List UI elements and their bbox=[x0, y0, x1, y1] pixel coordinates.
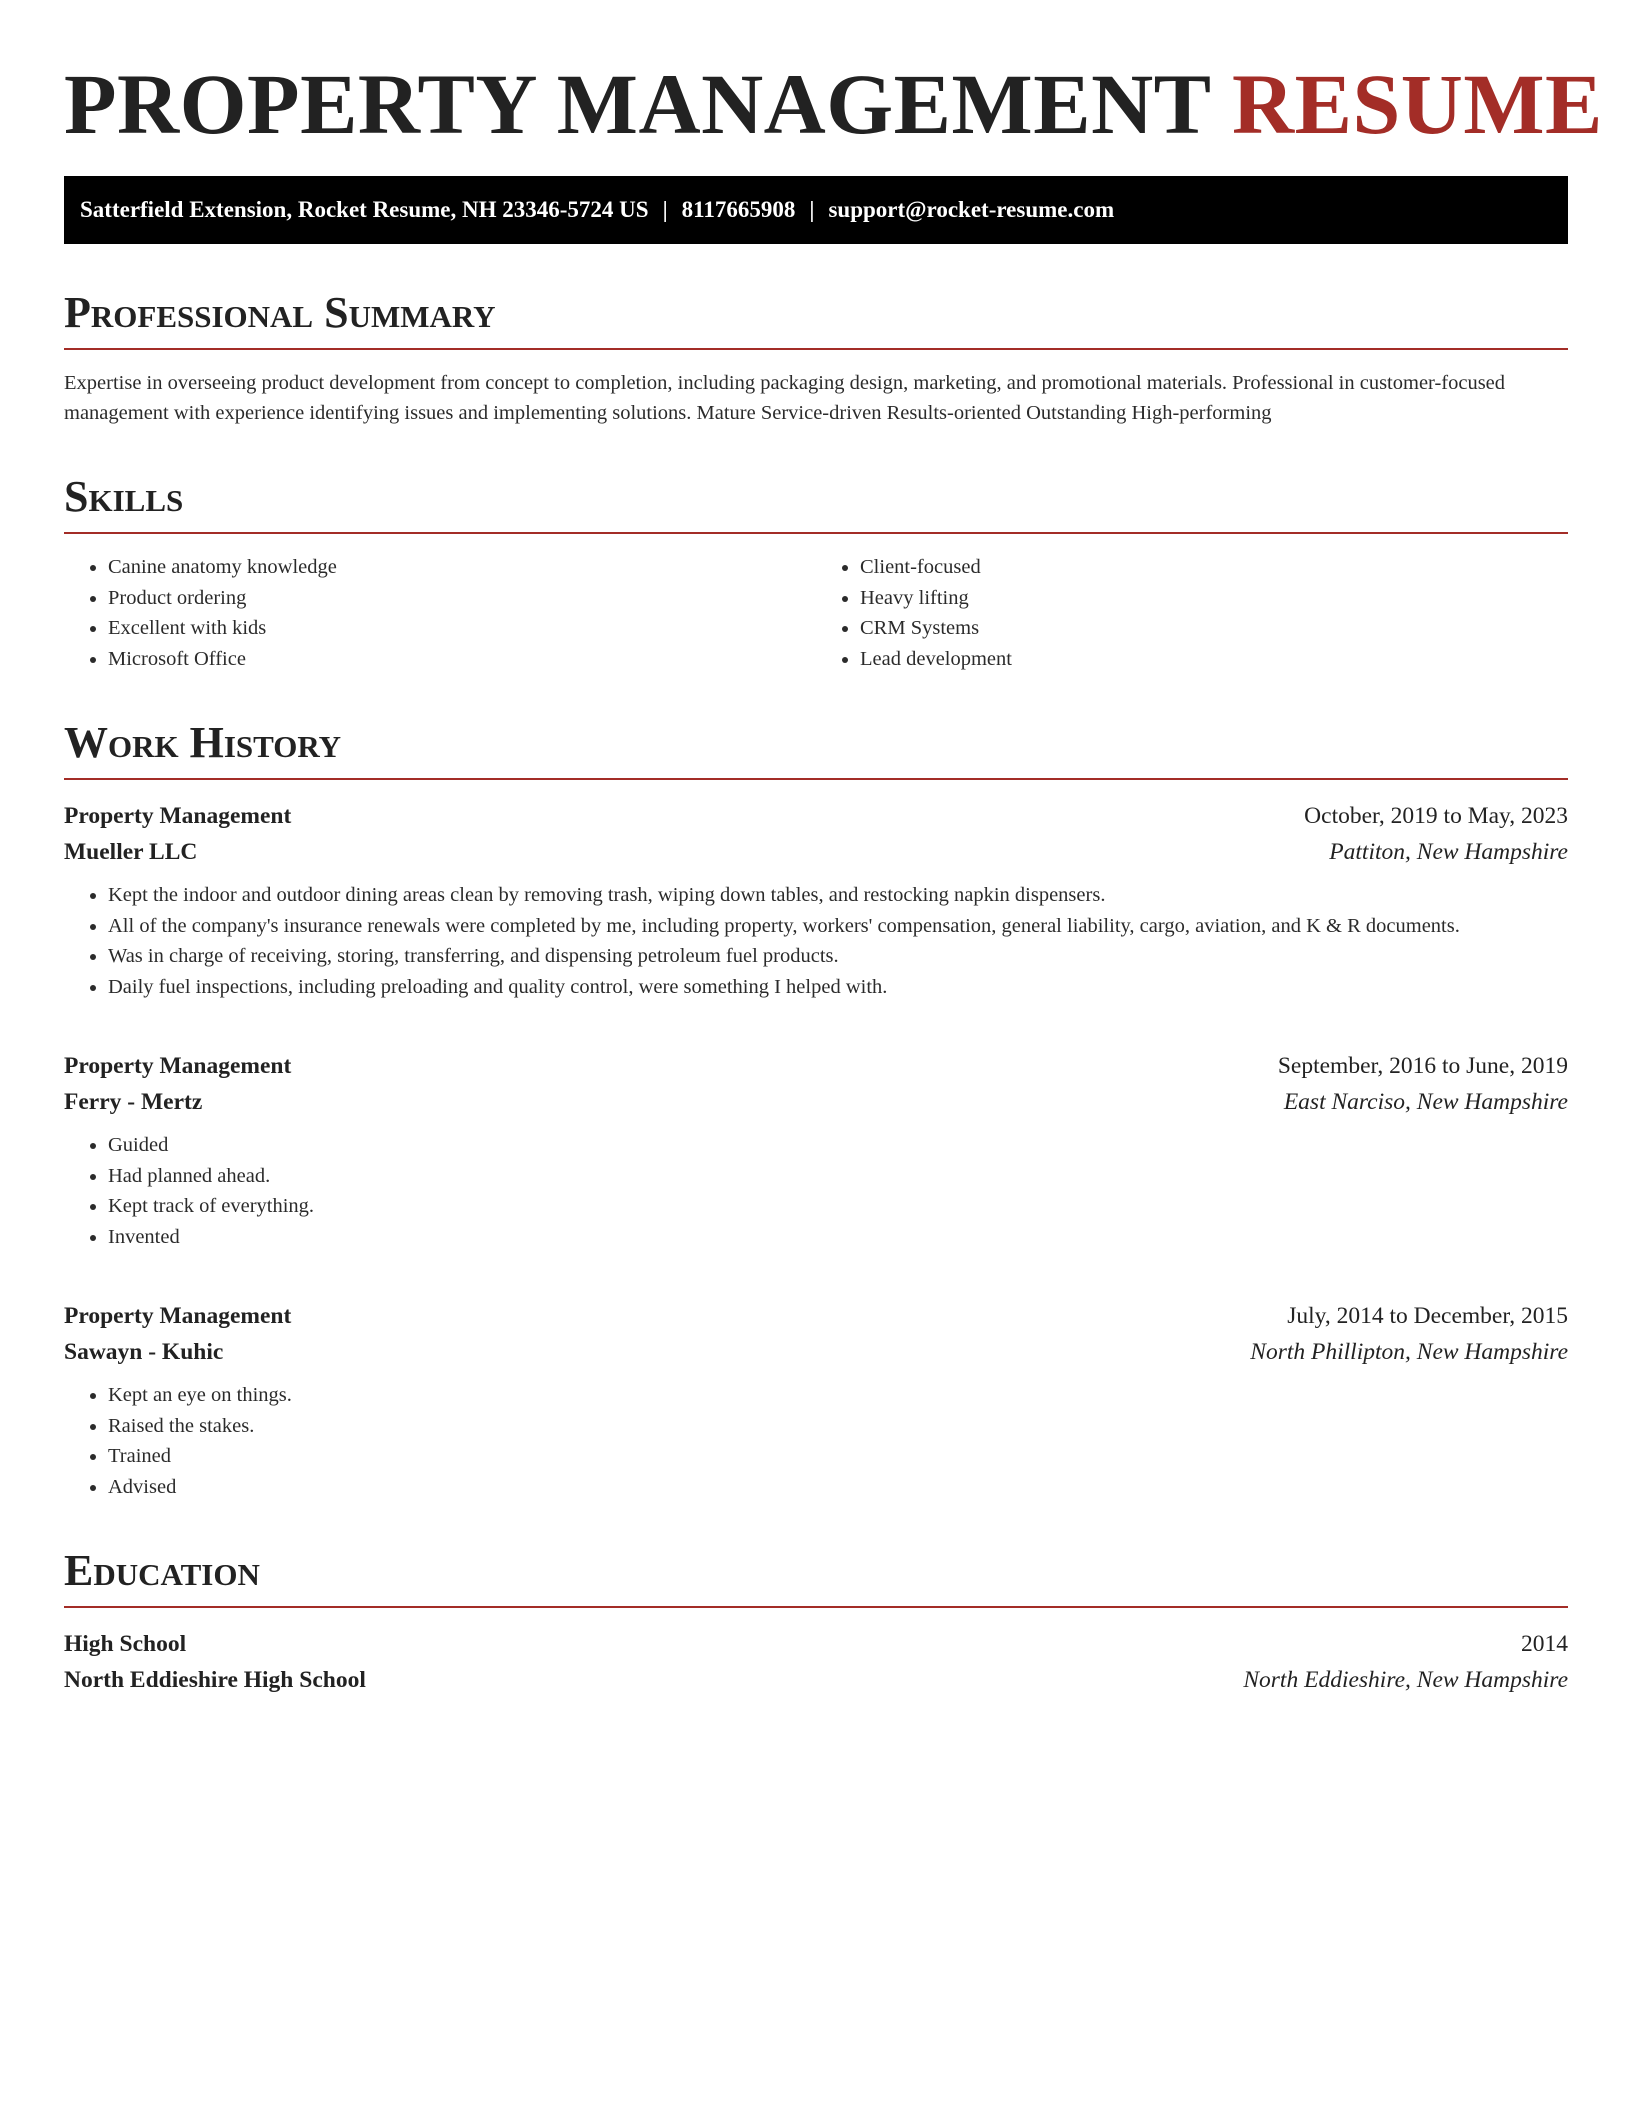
contact-email: support@rocket-resume.com bbox=[828, 197, 1115, 222]
skills-section bbox=[64, 472, 1568, 674]
contact-phone: 8117665908 bbox=[681, 197, 796, 222]
job-company-row bbox=[64, 1334, 1568, 1370]
job-location: East Narciso, New Hampshire bbox=[1283, 1089, 1568, 1115]
skill-item: • Canine anatomy knowledge bbox=[108, 552, 816, 583]
job-bullet: • Invented bbox=[108, 1222, 1568, 1253]
job-header-row bbox=[64, 1048, 1568, 1084]
job-bullet: • Kept an eye on things. bbox=[108, 1380, 1568, 1411]
skill-item: • Microsoft Office bbox=[108, 644, 816, 675]
job-location: Pattiton, New Hampshire bbox=[1329, 839, 1568, 865]
job-dates: July, 2014 to December, 2015 bbox=[1287, 1303, 1568, 1329]
job-dates: October, 2019 to May, 2023 bbox=[1304, 803, 1568, 829]
contact-separator: | bbox=[662, 197, 668, 222]
job-bullet: • Daily fuel inspections, including preloading and quality control, were something I helped with. bbox=[108, 972, 1568, 1003]
job-company-row bbox=[64, 1084, 1568, 1120]
skill-item: • Client-focused bbox=[860, 552, 1568, 583]
skills-heading: Skills bbox=[64, 472, 1568, 534]
job-bullet: • Raised the stakes. bbox=[108, 1411, 1568, 1442]
education-header-row bbox=[64, 1626, 1568, 1662]
education-year: 2014 bbox=[1521, 1631, 1568, 1657]
title-accent: RESUME bbox=[1231, 56, 1603, 152]
job-title: Property Management bbox=[64, 803, 292, 829]
skills-column-right bbox=[816, 552, 1568, 674]
page-title bbox=[64, 56, 1603, 152]
education-school-row bbox=[64, 1662, 1568, 1698]
skill-item: • Product ordering bbox=[108, 583, 816, 614]
skill-item: • Lead development bbox=[860, 644, 1568, 675]
job-header-row bbox=[64, 798, 1568, 834]
education-section bbox=[64, 1546, 1568, 1698]
job-bullets bbox=[64, 1380, 1568, 1502]
job-dates: September, 2016 to June, 2019 bbox=[1277, 1053, 1568, 1079]
job-company: Mueller LLC bbox=[64, 839, 198, 865]
job-header-row bbox=[64, 1298, 1568, 1334]
job-company: Ferry - Mertz bbox=[64, 1089, 203, 1115]
job-bullet: • All of the company's insurance renewals were completed by me, including property, workers' compensation, general liability, cargo, aviation, and K & R documents. bbox=[108, 911, 1568, 942]
job-bullet: • Guided bbox=[108, 1130, 1568, 1161]
title-main: PROPERTY MANAGEMENT bbox=[64, 56, 1210, 152]
skills-column-left bbox=[64, 552, 816, 674]
summary-heading: Professional Summary bbox=[64, 288, 1568, 350]
job-bullet: • Advised bbox=[108, 1472, 1568, 1503]
education-degree: High School bbox=[64, 1631, 187, 1657]
summary-section bbox=[64, 288, 1568, 428]
education-school: North Eddieshire High School bbox=[64, 1667, 366, 1693]
job-bullets bbox=[64, 880, 1568, 1002]
job-bullet: • Had planned ahead. bbox=[108, 1161, 1568, 1192]
job-bullet: • Kept track of everything. bbox=[108, 1191, 1568, 1222]
job-title: Property Management bbox=[64, 1053, 292, 1079]
education-heading: Education bbox=[64, 1546, 1568, 1608]
contact-bar bbox=[64, 176, 1568, 244]
contact-separator: | bbox=[809, 197, 815, 222]
job-entry bbox=[64, 1048, 1568, 1252]
job-bullets bbox=[64, 1130, 1568, 1252]
summary-text: Expertise in overseeing product development from concept to completion, including packaging design, marketing, and promotional materials. Professional in customer-focused management with experience identifying issues and implementing solutions. Mature Service-driven Results-oriented Outstanding High-performing bbox=[64, 372, 1506, 424]
education-entry bbox=[64, 1626, 1568, 1698]
skill-item: • Heavy lifting bbox=[860, 583, 1568, 614]
education-location: North Eddieshire, New Hampshire bbox=[1243, 1667, 1568, 1693]
job-company: Sawayn - Kuhic bbox=[64, 1339, 224, 1365]
job-entry bbox=[64, 798, 1568, 1002]
skill-item: • Excellent with kids bbox=[108, 613, 816, 644]
job-bullet: • Trained bbox=[108, 1441, 1568, 1472]
job-entry bbox=[64, 1298, 1568, 1502]
job-bullet: • Kept the indoor and outdoor dining areas clean by removing trash, wiping down tables, and restocking napkin dispensers. bbox=[108, 880, 1568, 911]
contact-address: Satterfield Extension, Rocket Resume, NH 23346-5724 US bbox=[80, 197, 649, 222]
work-history-heading: Work History bbox=[64, 718, 1568, 780]
job-title: Property Management bbox=[64, 1303, 292, 1329]
work-history-section bbox=[64, 718, 1568, 1502]
job-bullet: • Was in charge of receiving, storing, transferring, and dispensing petroleum fuel products. bbox=[108, 941, 1568, 972]
skills-list bbox=[64, 552, 1568, 674]
job-company-row bbox=[64, 834, 1568, 870]
skill-item: • CRM Systems bbox=[860, 613, 1568, 644]
job-location: North Phillipton, New Hampshire bbox=[1250, 1339, 1568, 1365]
